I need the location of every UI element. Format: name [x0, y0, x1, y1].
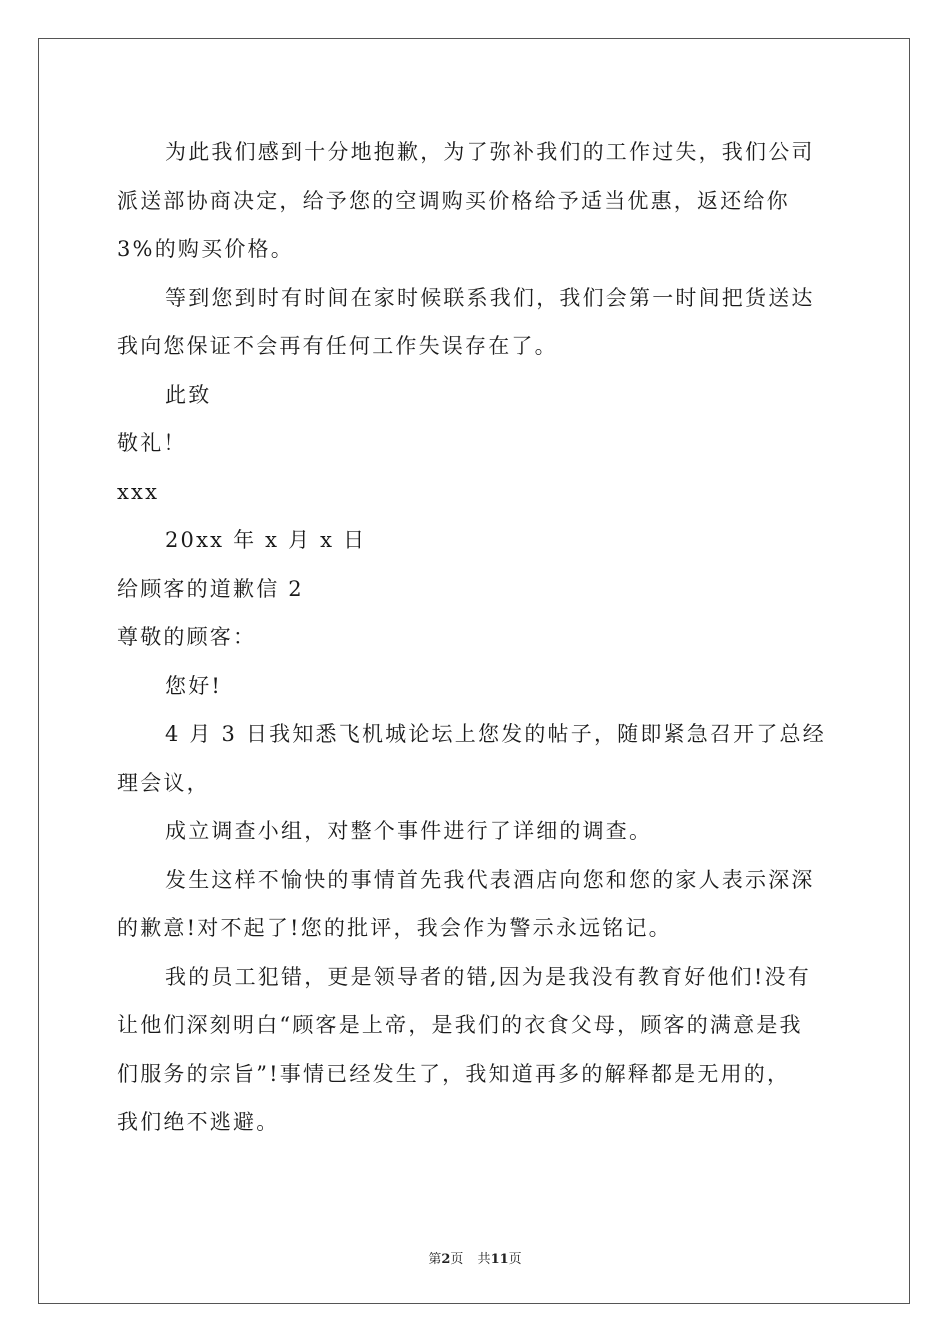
body-line: 理会议， — [117, 770, 210, 795]
page-suffix: 页 — [450, 1252, 464, 1267]
total-suffix: 页 — [508, 1252, 522, 1267]
body-line: 们服务的宗旨”!事情已经发生了，我知道再多的解释都是无用的， — [117, 1061, 791, 1086]
body-line: 4 月 3 日我知悉飞机城论坛上您发的帖子，随即紧急召开了总经 — [165, 722, 826, 746]
page-number: 2 — [441, 1252, 451, 1267]
greeting: 尊敬的顾客： — [117, 625, 257, 649]
date-line: 20xx 年 x 月 x 日 — [165, 528, 367, 552]
body-line: 等到您到时有时间在家时候联系我们，我们会第一时间把货送达 — [165, 285, 815, 310]
total-prefix: 共 — [477, 1252, 491, 1267]
body-line: 发生这样不愉快的事情首先我代表酒店向您和您的家人表示深深 — [165, 867, 815, 892]
body-line: 为此我们感到十分地抱歉，为了弥补我们的工作过失，我们公司 — [165, 140, 815, 164]
page-footer — [0, 1248, 950, 1267]
page-indicator — [428, 1252, 463, 1267]
body-line: 的歉意!对不起了!您的批评，我会作为警示永远铭记。 — [117, 916, 672, 940]
page-prefix: 第 — [428, 1252, 442, 1267]
signature: xxx — [117, 479, 160, 504]
total-indicator — [478, 1252, 522, 1267]
body-line: 3%的购买价格。 — [117, 237, 294, 261]
closing-salutation: 此致 — [165, 382, 212, 407]
body-line: 我们绝不逃避。 — [117, 1110, 280, 1134]
closing-respect: 敬礼！ — [117, 431, 187, 455]
body-line: 成立调查小组，对整个事件进行了详细的调查。 — [165, 819, 653, 843]
total-pages: 11 — [490, 1252, 509, 1267]
body-line: 派送部协商决定，给予您的空调购买价格给予适当优惠，返还给你 — [117, 188, 790, 213]
section-title: 给顾客的道歉信 2 — [117, 576, 304, 601]
document-body — [117, 128, 837, 1147]
body-line: 让他们深刻明白“顾客是上帝，是我们的衣食父母，顾客的满意是我 — [117, 1013, 803, 1037]
greeting-hello: 您好! — [165, 673, 223, 698]
body-line: 我的员工犯错，更是领导者的错,因为是我没有教育好他们!没有 — [165, 964, 811, 989]
body-line: 我向您保证不会再有任何工作失误存在了。 — [117, 334, 558, 358]
